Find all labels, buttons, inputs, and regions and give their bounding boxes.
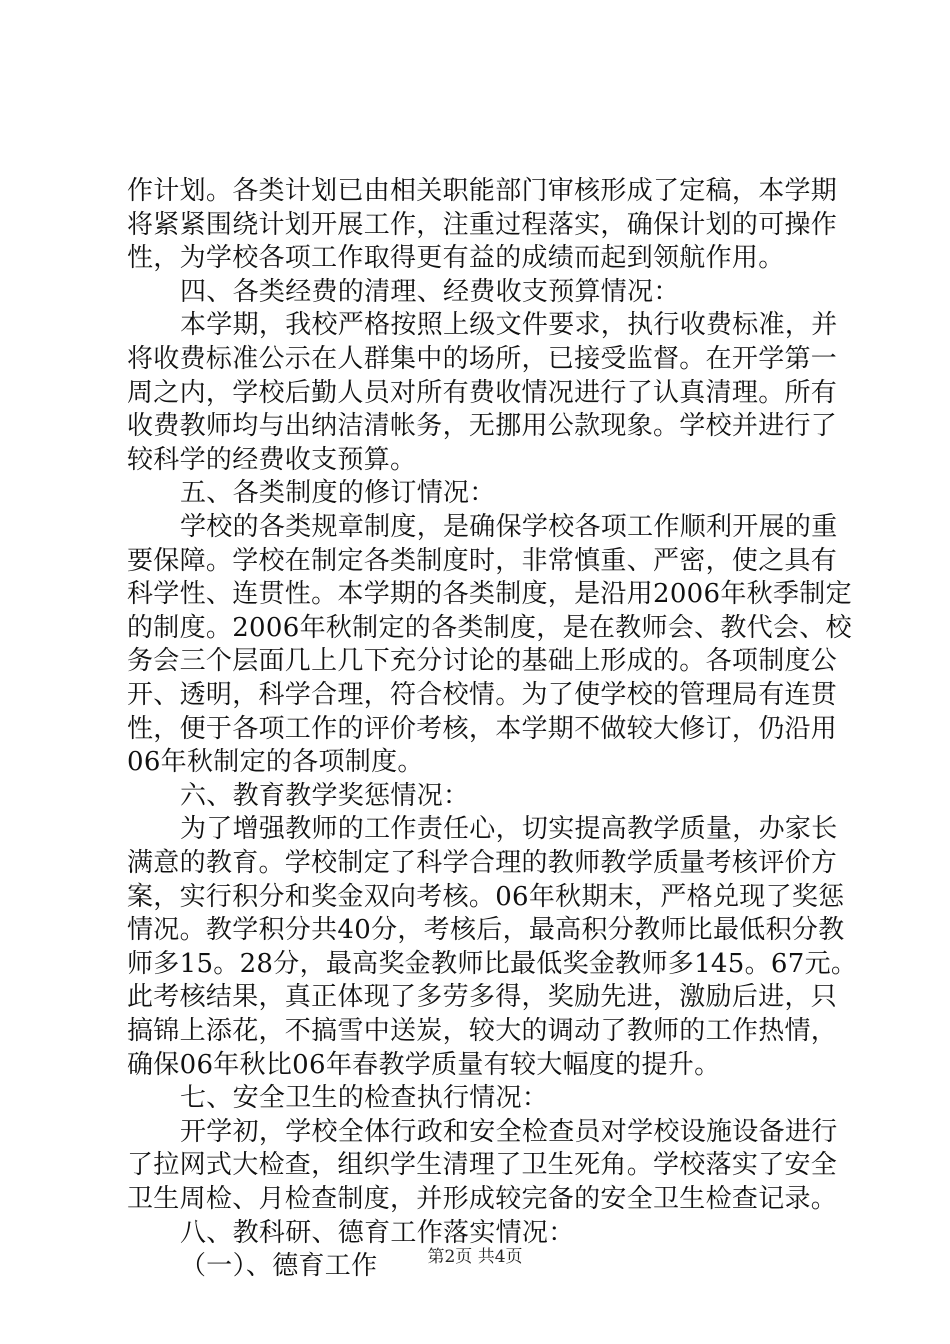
text-line: 较科学的经费收支预算。	[127, 444, 417, 475]
text-line: 将紧紧围绕计划开展工作，注重过程落实，确保计划的可操作	[127, 209, 838, 240]
page-footer: 第2页 共4页	[427, 1247, 523, 1267]
section-heading: 七、安全卫生的检查执行情况：	[180, 1083, 549, 1114]
text-line: 的制度。2006年秋制定的各类制度，是在教师会、教代会、校	[127, 612, 852, 643]
text-line: 开、透明，科学合理，符合校情。为了使学校的管理局有连贯	[127, 680, 838, 710]
text-line: 卫生周检、月检查制度，并形成较完备的安全卫生检查记录。	[127, 1184, 838, 1214]
text-line: 开学初，学校全体行政和安全检查员对学校设施设备进行	[180, 1116, 838, 1147]
text-line: 搞锦上添花，不搞雪中送炭，较大的调动了教师的工作热情，	[127, 1016, 838, 1046]
section-heading: 五、各类制度的修订情况：	[180, 478, 496, 509]
section-heading: 四、各类经费的清理、经费收支预算情况：	[180, 276, 680, 307]
text-line: 周之内，学校后勤人员对所有费收情况进行了认真清理。所有	[127, 377, 838, 408]
text-line: 为了增强教师的工作责任心，切实提高教学质量，办家长	[180, 814, 838, 845]
text-line: 学校的各类规章制度，是确保学校各项工作顺利开展的重	[180, 512, 838, 542]
text-line: 确保06年秋比06年春教学质量有较大幅度的提升。	[127, 1049, 721, 1080]
text-line: 务会三个层面几上几下充分讨论的基础上形成的。各项制度公	[127, 646, 838, 677]
text-line: 师多15。28分，最高奖金教师比最低奖金教师多145。67元。	[127, 948, 858, 979]
text-line: 要保障。学校在制定各类制度时，非常慎重、严密，使之具有	[127, 545, 838, 576]
text-line: 科学性、连贯性。本学期的各类制度，是沿用2006年秋季制定	[127, 579, 852, 610]
text-line: 本学期，我校严格按照上级文件要求，执行收费标准，并	[180, 310, 838, 341]
text-line: 将收费标准公示在人群集中的场所，已接受监督。在开学第一	[127, 344, 838, 374]
subsection-heading: （一）、德育工作	[180, 1251, 378, 1282]
section-heading: 八、教科研、德育工作落实情况：	[180, 1217, 575, 1248]
text-line: 案，实行积分和奖金双向考核。06年秋期末，严格兑现了奖惩	[127, 881, 845, 912]
text-line: 满意的教育。学校制定了科学合理的教师教学质量考核评价方	[127, 848, 838, 878]
text-line: 06年秋制定的各项制度。	[127, 747, 424, 778]
text-line: 此考核结果，真正体现了多劳多得，奖励先进，激励后进，只	[127, 982, 838, 1013]
text-line: 了拉网式大检查，组织学生清理了卫生死角。学校落实了安全	[127, 1150, 838, 1181]
text-line: 性，为学校各项工作取得更有益的成绩而起到领航作用。	[127, 243, 785, 274]
text-line: 情况。教学积分共40分，考核后，最高积分教师比最低积分教	[127, 915, 845, 946]
text-line: 收费教师均与出纳洁清帐务，无挪用公款现象。学校并进行了	[127, 411, 838, 442]
section-heading: 六、教育教学奖惩情况：	[180, 780, 470, 811]
text-line: 性，便于各项工作的评价考核，本学期不做较大修订，仍沿用	[127, 713, 838, 744]
text-line: 作计划。各类计划已由相关职能部门审核形成了定稿，本学期	[127, 176, 838, 206]
